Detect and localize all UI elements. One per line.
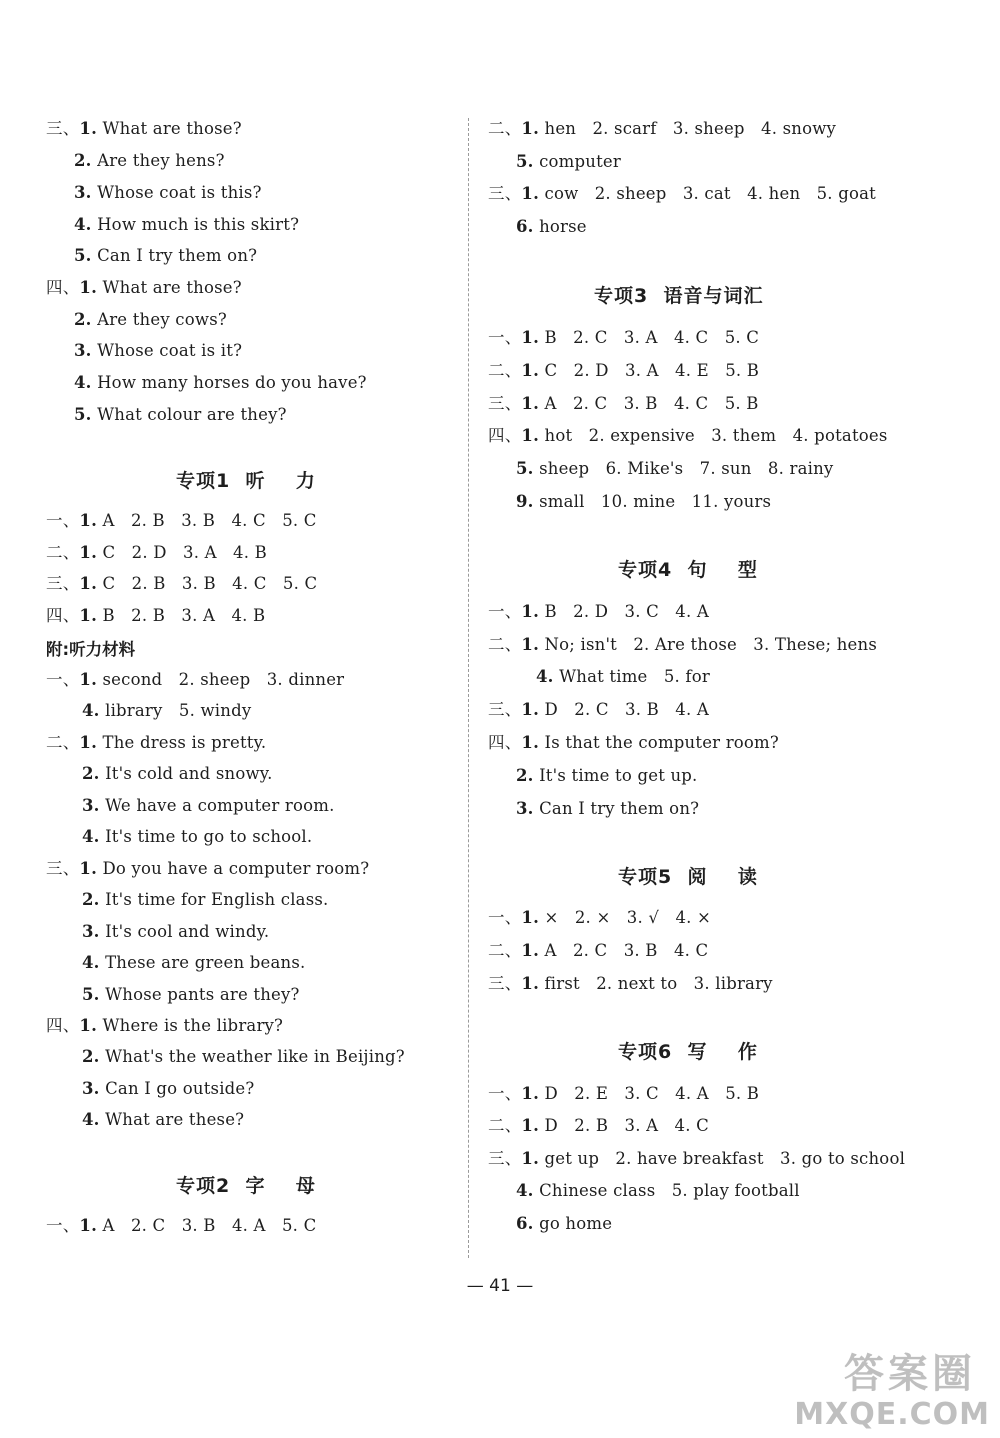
- answer-text: What time 5. for: [559, 667, 710, 686]
- item-number: 5.: [82, 985, 100, 1004]
- answer-text: It's cold and snowy.: [105, 764, 273, 783]
- answer-line: [488, 1083, 759, 1105]
- part-marker: 一、: [46, 670, 80, 689]
- section-heading: 专项3 语音与词汇: [594, 285, 764, 307]
- answer-line: [74, 150, 225, 172]
- answer-line: [82, 826, 312, 848]
- part-marker: 四、: [46, 606, 80, 625]
- answer-text: library 5. windy: [105, 701, 252, 720]
- part-marker: 三、: [46, 859, 80, 878]
- item-number: 5.: [74, 246, 92, 265]
- answer-line: [46, 605, 265, 627]
- item-number: 3.: [74, 183, 92, 202]
- answer-text: horse: [539, 217, 587, 236]
- item-number: 1.: [521, 700, 540, 719]
- item-number: 1.: [521, 733, 540, 752]
- item-number: 1.: [521, 908, 540, 927]
- answer-text: B 2. D 3. C 4. A: [544, 602, 709, 621]
- answer-text: Where is the library?: [102, 1016, 284, 1035]
- item-number: 1.: [521, 602, 540, 621]
- item-number: 3.: [82, 922, 100, 941]
- item-number: 4.: [74, 215, 92, 234]
- part-marker: 三、: [46, 119, 80, 138]
- answer-text: It's time to get up.: [539, 766, 698, 785]
- item-number: 1.: [521, 1084, 540, 1103]
- answer-text: B 2. B 3. A 4. B: [102, 606, 266, 625]
- part-marker: 一、: [488, 908, 522, 927]
- item-number: 5.: [516, 152, 534, 171]
- section-heading: 专项4 句 型: [618, 559, 758, 581]
- item-number: 2.: [74, 151, 92, 170]
- column-divider: [468, 118, 469, 1258]
- part-marker: 一、: [488, 602, 522, 621]
- part-marker: 一、: [46, 511, 80, 530]
- answer-line: [488, 360, 759, 382]
- answer-line: [516, 216, 587, 238]
- answer-text: How many horses do you have?: [97, 373, 367, 392]
- answer-text: Chinese class 5. play football: [539, 1181, 800, 1200]
- answer-line: [46, 732, 266, 754]
- answer-line: [82, 795, 335, 817]
- answer-text: hen 2. scarf 3. sheep 4. snowy: [544, 119, 837, 138]
- answer-text: computer: [539, 152, 621, 171]
- answer-line: [488, 425, 888, 447]
- item-number: 1.: [521, 328, 540, 347]
- answer-line: [516, 798, 699, 820]
- answer-text: What are those?: [102, 119, 242, 138]
- answer-line: [488, 601, 709, 623]
- answer-line: [74, 372, 367, 394]
- answer-line: [82, 952, 305, 974]
- item-number: 1.: [521, 1116, 540, 1135]
- item-number: 1.: [79, 1216, 98, 1235]
- item-number: 1.: [79, 511, 98, 530]
- item-number: 4.: [82, 827, 100, 846]
- answer-line: [74, 245, 257, 267]
- item-number: 6.: [516, 1214, 534, 1233]
- answer-line: [82, 763, 273, 785]
- item-number: 5.: [74, 405, 92, 424]
- answer-line: [488, 1148, 905, 1170]
- answer-text: get up 2. have breakfast 3. go to school: [544, 1149, 906, 1168]
- item-number: 2.: [516, 766, 534, 785]
- answer-text: Can I go outside?: [105, 1079, 255, 1098]
- item-number: 1.: [79, 606, 98, 625]
- part-marker: 三、: [488, 1149, 522, 1168]
- answer-line: [488, 118, 836, 140]
- part-marker: 三、: [488, 184, 522, 203]
- answer-line: [46, 573, 317, 595]
- answer-line: [488, 732, 779, 754]
- section-heading: 专项1 听 力: [176, 470, 316, 492]
- part-marker: 一、: [488, 1084, 522, 1103]
- item-number: 1.: [79, 1016, 98, 1035]
- answer-line: [82, 984, 300, 1006]
- item-number: 1.: [521, 184, 540, 203]
- answer-line: [46, 118, 242, 140]
- answer-line: [488, 1115, 709, 1137]
- answer-text: The dress is pretty.: [102, 733, 267, 752]
- answer-text: Are they hens?: [97, 151, 225, 170]
- answer-line: [74, 214, 299, 236]
- item-number: 1.: [521, 635, 540, 654]
- answer-line: [82, 1078, 254, 1100]
- item-number: 1.: [521, 394, 540, 413]
- answer-line: [46, 1215, 316, 1237]
- part-marker: 一、: [488, 328, 522, 347]
- item-number: 1.: [521, 1149, 540, 1168]
- item-number: 4.: [82, 701, 100, 720]
- answer-line: [488, 940, 708, 962]
- watermark-bottom-text: MXQE.COM: [794, 1397, 990, 1432]
- answer-text: We have a computer room.: [105, 796, 335, 815]
- item-number: 4.: [82, 953, 100, 972]
- answer-line: [74, 182, 262, 204]
- answer-line: [82, 700, 251, 722]
- item-number: 1.: [79, 119, 98, 138]
- part-marker: 二、: [488, 1116, 522, 1135]
- item-number: 3.: [516, 799, 534, 818]
- answer-line: [516, 1180, 800, 1202]
- part-marker: 四、: [488, 426, 522, 445]
- item-number: 1.: [521, 941, 540, 960]
- item-number: 1.: [521, 119, 540, 138]
- answer-line: [46, 669, 344, 691]
- answer-text: Whose pants are they?: [105, 985, 300, 1004]
- answer-text: C 2. D 3. A 4. B: [102, 543, 267, 562]
- answer-line: [516, 458, 833, 480]
- part-marker: 二、: [46, 733, 80, 752]
- answer-line: [488, 973, 773, 995]
- answer-text: What are those?: [102, 278, 242, 297]
- answer-text: sheep 6. Mike's 7. sun 8. rainy: [539, 459, 834, 478]
- answer-text: first 2. next to 3. library: [544, 974, 773, 993]
- part-marker: 一、: [46, 1216, 80, 1235]
- answer-text: Can I try them on?: [97, 246, 258, 265]
- answer-text: C 2. D 3. A 4. E 5. B: [544, 361, 760, 380]
- watermark-logo: [770, 1342, 990, 1432]
- answer-text: What are these?: [105, 1110, 245, 1129]
- answer-text: What colour are they?: [97, 405, 287, 424]
- item-number: 4.: [74, 373, 92, 392]
- answer-text: D 2. E 3. C 4. A 5. B: [544, 1084, 760, 1103]
- section-heading: 专项6 写 作: [618, 1041, 758, 1063]
- answer-line: [516, 765, 698, 787]
- answer-text: No; isn't 2. Are those 3. These; hens: [544, 635, 878, 654]
- answer-line: [46, 277, 242, 299]
- page-number: — 41 —: [466, 1276, 534, 1296]
- answer-text: D 2. B 3. A 4. C: [544, 1116, 709, 1135]
- answer-text: These are green beans.: [105, 953, 306, 972]
- answer-text: Do you have a computer room?: [102, 859, 370, 878]
- part-marker: 二、: [488, 361, 522, 380]
- answer-text: hot 2. expensive 3. them 4. potatoes: [544, 426, 888, 445]
- answer-line: [46, 1015, 283, 1037]
- answer-text: go home: [539, 1214, 613, 1233]
- watermark-top-text: 答案圈: [844, 1351, 976, 1397]
- item-number: 9.: [516, 492, 534, 511]
- answer-text: C 2. B 3. B 4. C 5. C: [102, 574, 318, 593]
- answer-text: It's time to go to school.: [105, 827, 313, 846]
- answer-text: D 2. C 3. B 4. A: [544, 700, 709, 719]
- answer-line: [82, 889, 329, 911]
- answer-text: A 2. C 3. B 4. A 5. C: [102, 1216, 317, 1235]
- answer-text: A 2. B 3. B 4. C 5. C: [102, 511, 317, 530]
- item-number: 3.: [82, 1079, 100, 1098]
- item-number: 1.: [521, 426, 540, 445]
- item-number: 1.: [79, 859, 98, 878]
- answer-text: small 10. mine 11. yours: [539, 492, 772, 511]
- part-marker: 二、: [488, 635, 522, 654]
- answer-line: [536, 666, 710, 688]
- section-heading: 专项5 阅 读: [618, 866, 758, 888]
- part-marker: 二、: [488, 119, 522, 138]
- answer-line: [82, 921, 269, 943]
- answer-text: Whose coat is it?: [97, 341, 243, 360]
- part-marker: 二、: [488, 941, 522, 960]
- answer-line: [46, 542, 267, 564]
- part-marker: 四、: [46, 1016, 80, 1035]
- answer-line: [516, 1213, 612, 1235]
- answer-text: It's time for English class.: [105, 890, 329, 909]
- item-number: 4.: [82, 1110, 100, 1129]
- answer-text: cow 2. sheep 3. cat 4. hen 5. goat: [544, 184, 876, 203]
- answer-line: [488, 327, 759, 349]
- answer-text: It's cool and windy.: [105, 922, 270, 941]
- item-number: 3.: [82, 796, 100, 815]
- answer-text: B 2. C 3. A 4. C 5. C: [544, 328, 760, 347]
- answer-line: [488, 183, 876, 205]
- item-number: 1.: [79, 670, 98, 689]
- part-marker: 二、: [46, 543, 80, 562]
- item-number: 1.: [79, 543, 98, 562]
- answer-text: A 2. C 3. B 4. C: [544, 941, 709, 960]
- answer-line: [82, 1109, 244, 1131]
- answer-line: [488, 699, 709, 721]
- answer-text: Are they cows?: [97, 310, 227, 329]
- item-number: 1.: [79, 278, 98, 297]
- answer-line: [488, 907, 711, 929]
- item-number: 2.: [82, 764, 100, 783]
- item-number: 4.: [516, 1181, 534, 1200]
- item-number: 3.: [74, 341, 92, 360]
- item-number: 1.: [521, 974, 540, 993]
- part-marker: 三、: [488, 700, 522, 719]
- answer-line: [74, 309, 227, 331]
- item-number: 1.: [79, 574, 98, 593]
- answer-line: [488, 393, 759, 415]
- item-number: 2.: [74, 310, 92, 329]
- part-marker: 三、: [488, 394, 522, 413]
- answer-text: Can I try them on?: [539, 799, 700, 818]
- answer-text: A 2. C 3. B 4. C 5. B: [544, 394, 759, 413]
- item-number: 2.: [82, 1047, 100, 1066]
- answer-line: [74, 404, 287, 426]
- answer-text: × 2. × 3. √ 4. ×: [544, 908, 712, 927]
- part-marker: 四、: [46, 278, 80, 297]
- answer-line: [74, 340, 242, 362]
- answer-line: [46, 510, 317, 532]
- item-number: 2.: [82, 890, 100, 909]
- answer-text: second 2. sheep 3. dinner: [102, 670, 345, 689]
- item-number: 5.: [516, 459, 534, 478]
- answer-text: Whose coat is this?: [97, 183, 262, 202]
- answer-text: What's the weather like in Beijing?: [105, 1047, 405, 1066]
- item-number: 1.: [521, 361, 540, 380]
- part-marker: 三、: [488, 974, 522, 993]
- section-heading: 专项2 字 母: [176, 1175, 316, 1197]
- item-number: 4.: [536, 667, 554, 686]
- answer-line: [82, 1046, 405, 1068]
- item-number: 6.: [516, 217, 534, 236]
- answer-line: [516, 491, 771, 513]
- answer-line: [516, 151, 621, 173]
- answer-line: [46, 858, 369, 880]
- answer-line: [488, 634, 877, 656]
- part-marker: 三、: [46, 574, 80, 593]
- item-number: 1.: [79, 733, 98, 752]
- subsection-label: 附:听力材料: [46, 640, 136, 659]
- answer-text: How much is this skirt?: [97, 215, 300, 234]
- part-marker: 四、: [488, 733, 522, 752]
- answer-text: Is that the computer room?: [544, 733, 779, 752]
